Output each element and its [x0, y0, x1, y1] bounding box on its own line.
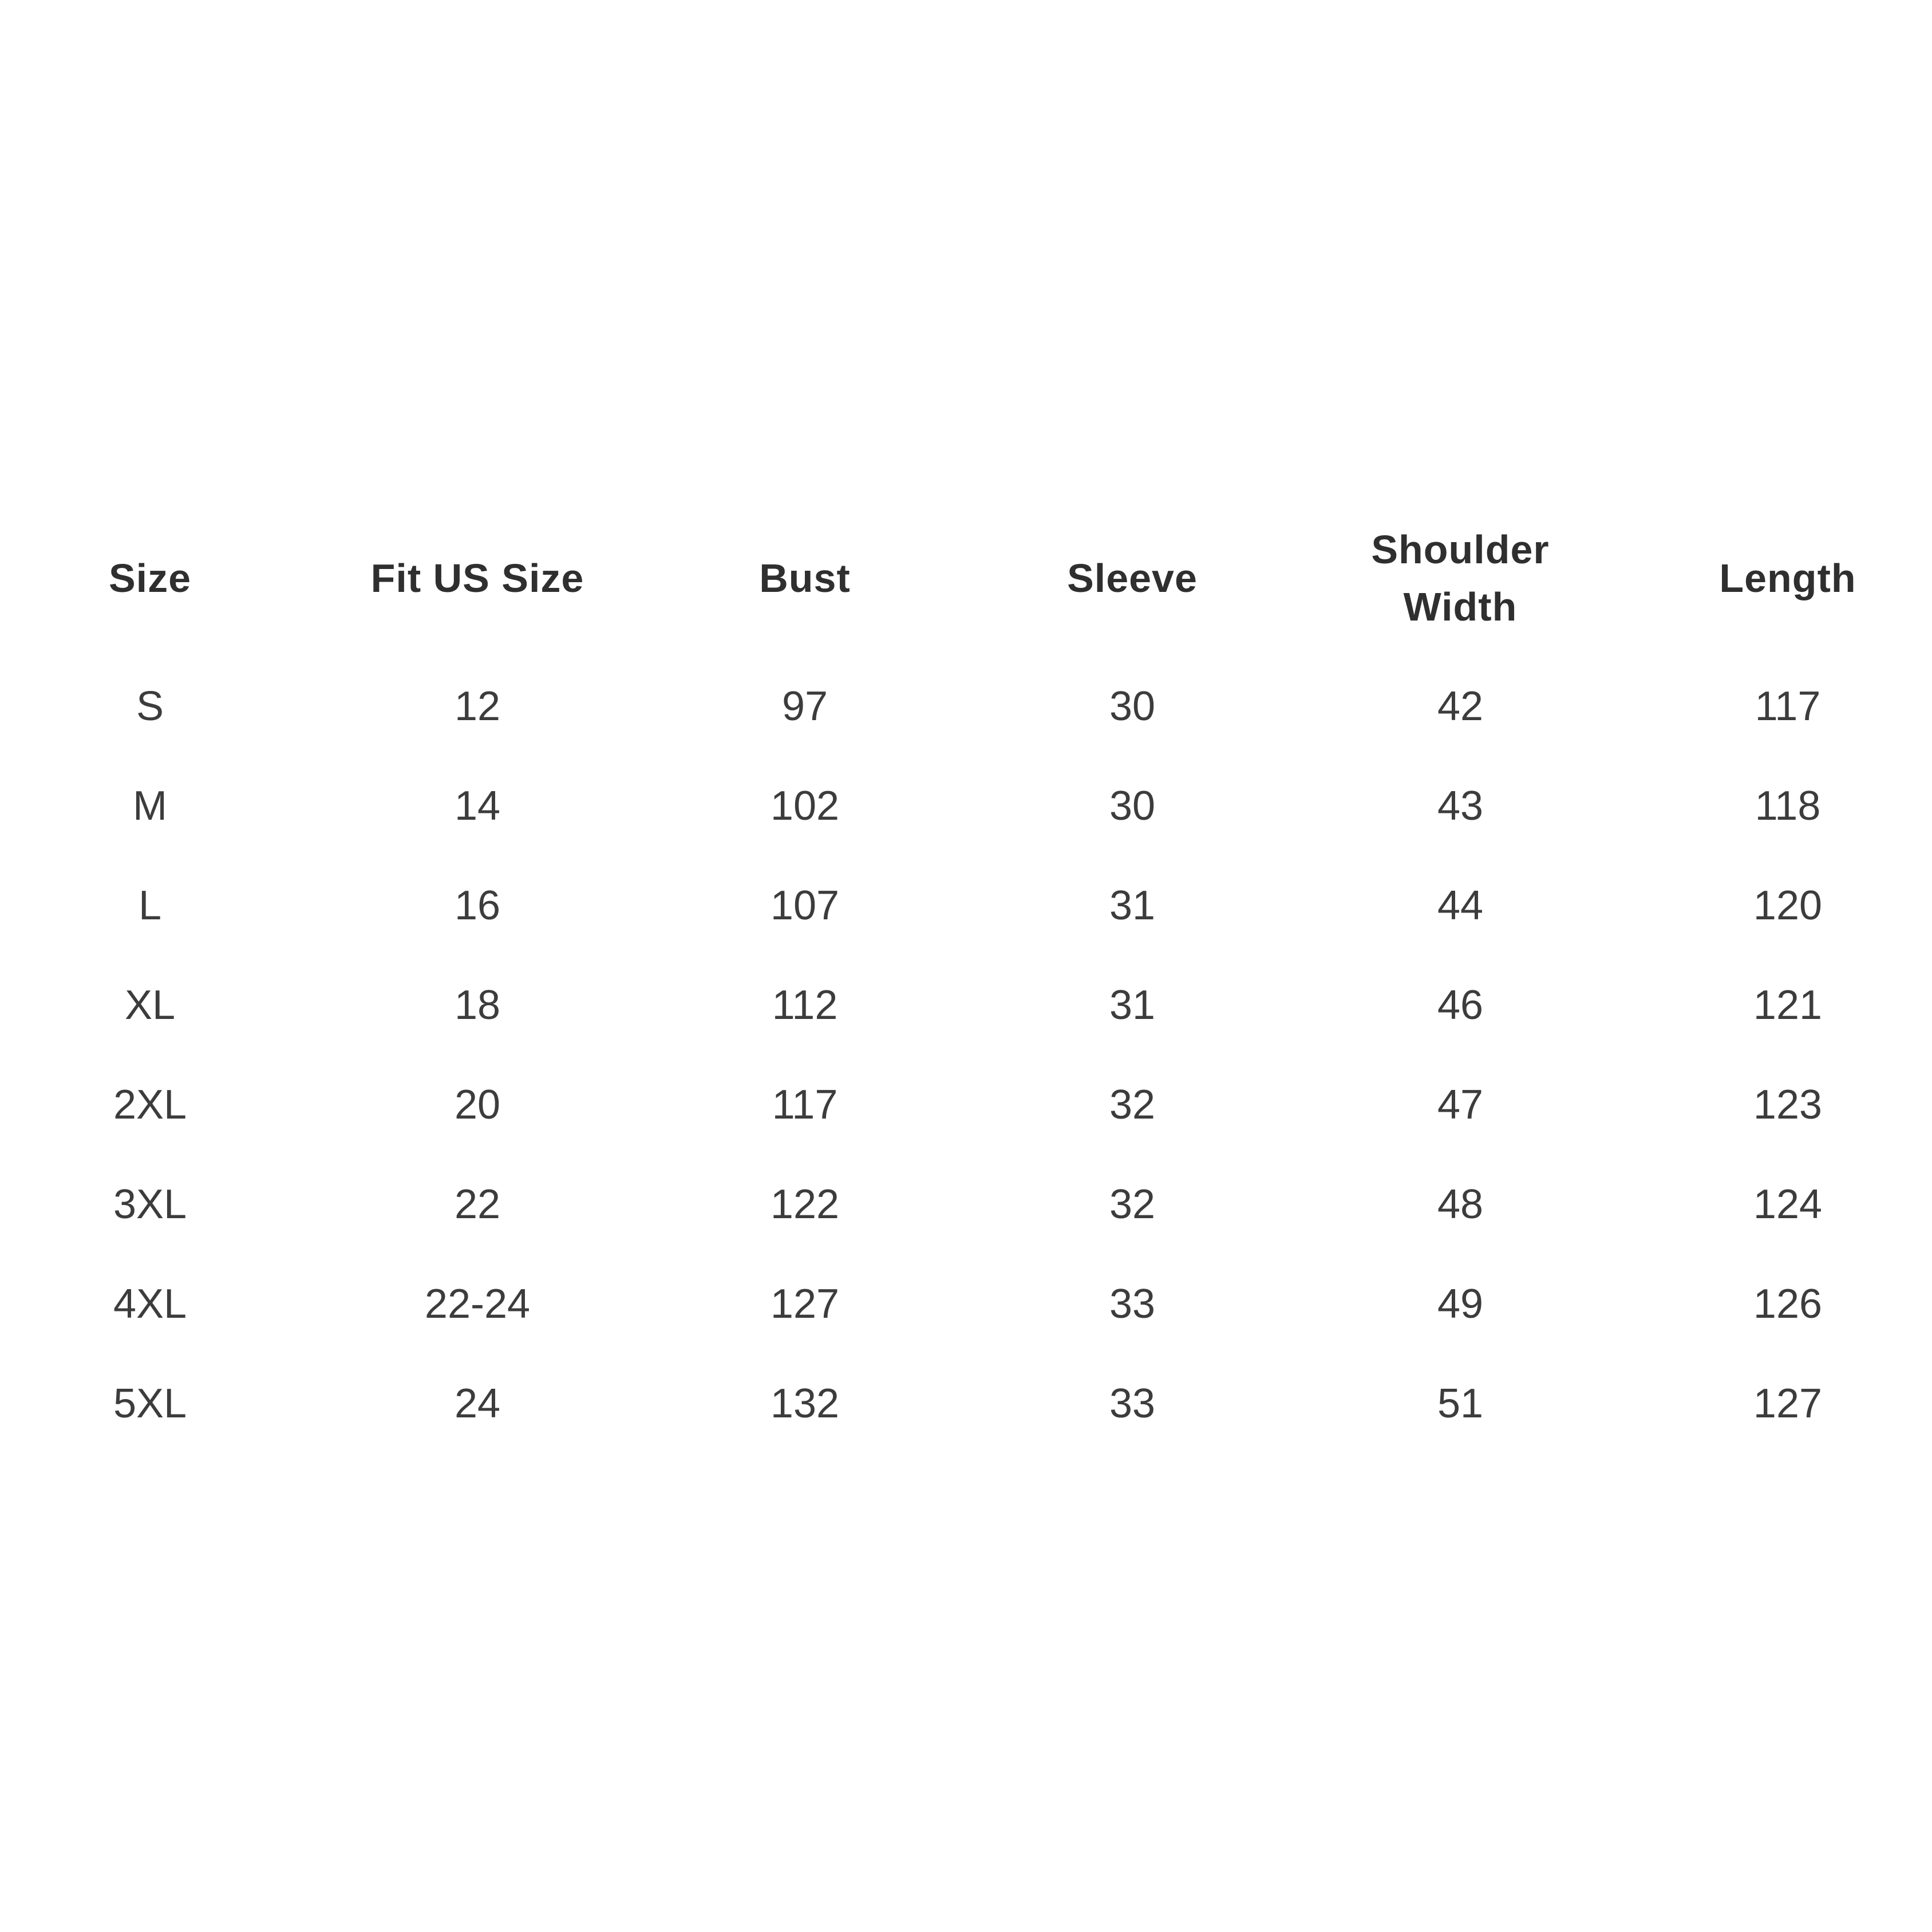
- cell-shoulder-width: 42: [1437, 683, 1484, 729]
- cell-fit-us-size: 24: [454, 1381, 501, 1427]
- cell-size: M: [133, 783, 167, 829]
- cell-length: 121: [1753, 982, 1823, 1028]
- cell-fit-us-size: 18: [454, 982, 501, 1028]
- cell-sleeve: 30: [1109, 683, 1156, 729]
- header-length: Length: [1719, 556, 1856, 600]
- cell-fit-us-size: 12: [454, 683, 501, 729]
- cell-sleeve: 31: [1109, 982, 1156, 1028]
- cell-sleeve: 32: [1109, 1082, 1156, 1128]
- cell-shoulder-width: 49: [1437, 1281, 1484, 1327]
- cell-sleeve: 32: [1109, 1182, 1156, 1227]
- header-size: Size: [108, 556, 192, 600]
- cell-length: 117: [1755, 683, 1821, 729]
- cell-size: S: [136, 683, 164, 729]
- cell-length: 126: [1753, 1281, 1823, 1327]
- cell-length: 124: [1753, 1182, 1823, 1227]
- cell-length: 120: [1753, 883, 1823, 929]
- cell-bust: 97: [781, 683, 828, 729]
- cell-sleeve: 33: [1109, 1281, 1156, 1327]
- cell-size: 4XL: [113, 1281, 187, 1327]
- header-bust: Bust: [759, 556, 851, 600]
- cell-length: 127: [1753, 1381, 1823, 1427]
- cell-sleeve: 31: [1109, 883, 1156, 929]
- cell-shoulder-width: 43: [1437, 783, 1484, 829]
- cell-bust: 122: [770, 1182, 840, 1227]
- header-shoulder-width: Shoulder Width: [1371, 527, 1550, 629]
- cell-bust: 117: [772, 1082, 838, 1128]
- cell-bust: 107: [770, 883, 840, 929]
- cell-bust: 132: [770, 1381, 840, 1427]
- cell-size: XL: [124, 982, 176, 1028]
- cell-size: 2XL: [113, 1082, 187, 1128]
- cell-length: 118: [1755, 783, 1821, 829]
- cell-sleeve: 30: [1109, 783, 1156, 829]
- cell-shoulder-width: 48: [1437, 1182, 1484, 1227]
- cell-length: 123: [1753, 1082, 1823, 1128]
- cell-fit-us-size: 22-24: [424, 1281, 531, 1327]
- cell-bust: 112: [772, 982, 838, 1028]
- header-sleeve: Sleeve: [1067, 556, 1198, 600]
- cell-size: 3XL: [113, 1182, 187, 1227]
- cell-bust: 102: [770, 783, 840, 829]
- cell-shoulder-width: 44: [1437, 883, 1484, 929]
- cell-fit-us-size: 16: [454, 883, 501, 929]
- cell-fit-us-size: 14: [454, 783, 501, 829]
- cell-shoulder-width: 51: [1437, 1381, 1484, 1427]
- cell-fit-us-size: 20: [454, 1082, 501, 1128]
- cell-size: L: [138, 883, 162, 929]
- cell-sleeve: 33: [1109, 1381, 1156, 1427]
- cell-fit-us-size: 22: [454, 1182, 501, 1227]
- cell-bust: 127: [770, 1281, 840, 1327]
- header-fit-us-size: Fit US Size: [370, 556, 584, 600]
- cell-shoulder-width: 47: [1437, 1082, 1484, 1128]
- cell-size: 5XL: [113, 1381, 187, 1427]
- cell-shoulder-width: 46: [1437, 982, 1484, 1028]
